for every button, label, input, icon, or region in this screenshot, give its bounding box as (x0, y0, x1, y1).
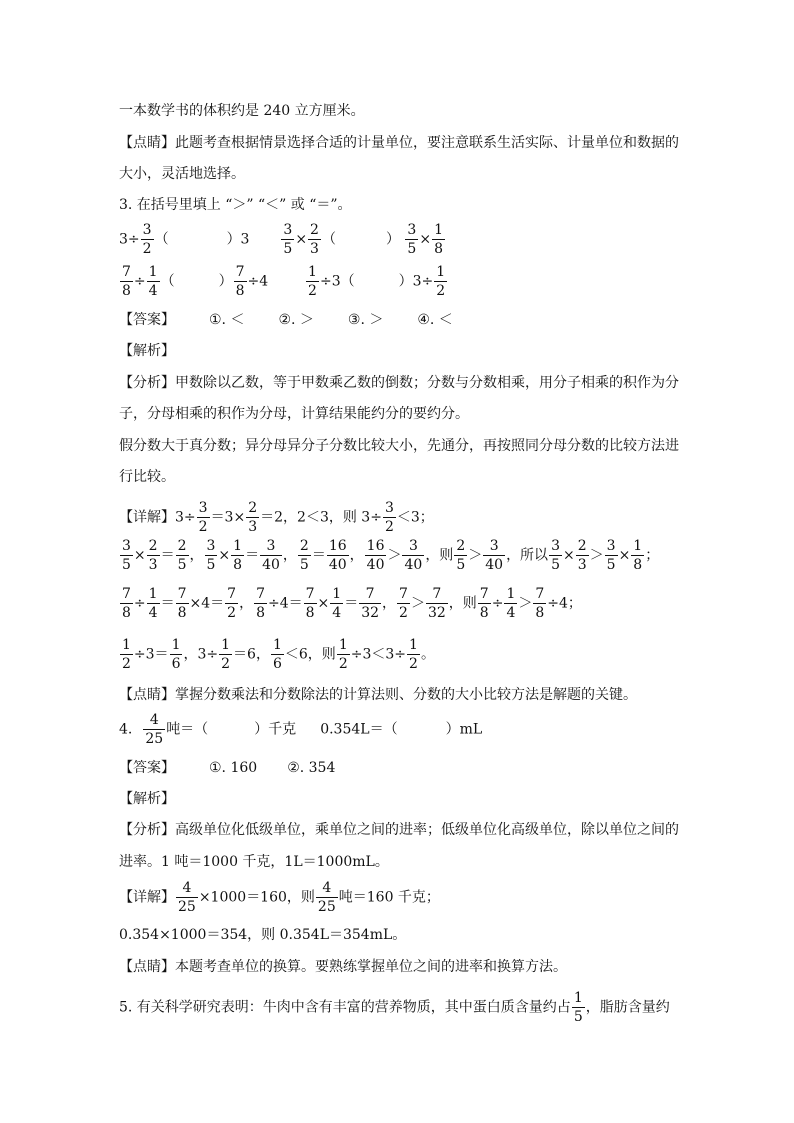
text: ， (189, 547, 204, 564)
fraction: $\frac{2}{3}$ (248, 500, 258, 536)
fraction: $\frac{1}{6}$ (272, 637, 282, 673)
question-4-stem (119, 712, 482, 747)
text: ）千克 (254, 721, 297, 738)
prev-note-line1 (119, 136, 679, 150)
detail-tag: 【详解】 (119, 509, 175, 526)
fraction: $\frac{1}{2}$ (122, 637, 131, 673)
fraction: $\frac{3}{2}$ (142, 222, 152, 258)
q3-fenxi-line4: 行比较。 (119, 469, 175, 485)
question-3-row-1 (119, 222, 446, 257)
text: ）mL (445, 721, 483, 738)
fraction: $\frac{1}{5}$ (573, 990, 583, 1026)
blank-close: ） (218, 273, 233, 290)
q3-note-line (119, 688, 637, 702)
fraction: $\frac{1}{8}$ (233, 538, 243, 574)
text: ，脂肪含量约 (585, 999, 670, 1016)
answer-3: ③. ＞ (347, 312, 384, 328)
text: ， (349, 547, 364, 564)
fraction: $\frac{7}{8}$ (122, 586, 131, 622)
text: 0.354L＝（ (320, 721, 398, 738)
text: ÷4； (547, 595, 582, 612)
note-tag: 【点睛】 (119, 959, 175, 975)
answer-2: ②. 354 (287, 760, 336, 776)
text: 。 (420, 646, 435, 663)
fraction: $\frac{7}{2}$ (399, 586, 408, 622)
fraction: $\frac{3}{40}$ (262, 538, 280, 574)
text: ＜6，则 (284, 646, 336, 663)
text: ＝6， (233, 646, 270, 663)
text: ÷3＝ (133, 646, 169, 663)
note-text: 掌握分数乘法和分数除法的计算法则、分数的大小比较方法是解题的关键。 (175, 687, 637, 703)
text: ÷3＜3÷ (350, 646, 407, 663)
q3-detail-line2: $\frac{3}{5}$ × $\frac{2}{3}$ ＝ $\frac{2}{5}$ ， $\frac{3}{5}$ × $\frac{1}{8}$ ＝ $\frac{3}{40}$ ， $\frac{2}{5}$ ＝ $\frac{16}{40}$ ， $\frac{16}{40}$ ＞ $\frac{3}{40}$ ，则 $\frac{2}{5}$ ＞ $\frac{3}{40}$ ，所以 $\frac{3}{5}$ × $\frac{2}{3}$ ＞ $\frac{3}{5}$ × $\frac{1}{8}$ ； (122, 538, 660, 574)
text: ÷3（ (319, 273, 355, 290)
fraction: $\frac{1}{4}$ (332, 586, 342, 622)
text: ，则 (425, 547, 454, 564)
fraction: $\frac{1}{2}$ (436, 264, 446, 300)
fraction: $\frac{3}{40}$ (404, 538, 423, 574)
note-tag: 【点睛】 (119, 135, 175, 151)
text: 吨＝（ (166, 721, 209, 738)
fraction: $\frac{1}{2}$ (308, 264, 317, 300)
fraction: $\frac{2}{3}$ (148, 538, 158, 574)
text: ＝ (160, 547, 175, 564)
prev-note-line2: 大小，灵活地选择。 (119, 166, 245, 182)
fraction: $\frac{7}{8}$ (305, 586, 315, 622)
fraction: $\frac{2}{5}$ (177, 538, 187, 574)
q4-fenxi-line2: 进率。1 吨＝1000 千克，1L＝1000mL。 (119, 854, 389, 870)
text: ， (382, 595, 397, 612)
note-tag: 【点睛】 (119, 687, 175, 703)
text: ＞ (410, 595, 425, 612)
text: ， (282, 547, 297, 564)
fraction: $\frac{7}{8}$ (256, 586, 265, 622)
question-5-stem (119, 990, 670, 1025)
text: ＞ (387, 547, 402, 564)
text: ＝ (245, 547, 260, 564)
fraction: $\frac{1}{4}$ (506, 586, 516, 622)
answer-tag: 【答案】 (119, 312, 175, 328)
analysis-tag: 【解析】 (119, 343, 175, 359)
text: ×4＝ (189, 595, 225, 612)
text: ＝ (344, 595, 359, 612)
fraction: $\frac{16}{40}$ (366, 538, 385, 574)
q3-fenxi-line3: 假分数大于真分数；异分母异分子分数比较大小，先通分，再按照同分母分数的比较方法进 (119, 438, 679, 454)
q4-note-line (119, 960, 567, 974)
answer-4: ④. ＜ (417, 312, 453, 328)
fraction: $\frac{3}{5}$ (206, 538, 216, 574)
blank-open: （ (154, 231, 169, 248)
answer-tag: 【答案】 (119, 760, 175, 776)
text: 3÷ (119, 231, 140, 248)
fraction: $\frac{1}{4}$ (148, 264, 158, 300)
text: ＞ (468, 547, 483, 564)
fraction: $\frac{3}{5}$ (122, 538, 131, 574)
fraction: $\frac{3}{5}$ (606, 538, 616, 574)
q3-detail-line3: $\frac{7}{8}$ ÷ $\frac{1}{4}$ ＝ $\frac{7}{8}$ ×4＝ $\frac{7}{2}$ ， $\frac{7}{8}$ ÷4＝ $\frac{7}{8}$ × $\frac{1}{4}$ ＝ $\frac{7}{32}$ ， $\frac{7}{2}$ ＞ $\frac{7}{32}$ ，则 $\frac{7}{8}$ ÷ $\frac{1}{4}$ ＞ $\frac{7}{8}$ ÷4； (122, 586, 582, 622)
text: ，3÷ (183, 646, 219, 663)
fraction: $\frac{3}{5}$ (551, 538, 560, 574)
text: ＝ (311, 547, 326, 564)
text: ÷4 (247, 273, 269, 290)
note-text: 此题考查根据情景选择合适的计量单位，要注意联系生活实际、计量单位和数据的 (175, 135, 679, 151)
text: × (295, 231, 308, 248)
text: ＝ (160, 595, 175, 612)
fraction: $\frac{1}{8}$ (633, 538, 643, 574)
text: ； (645, 547, 660, 564)
fraction: $\frac{2}{3}$ (310, 222, 319, 258)
text: ＞ (518, 595, 533, 612)
fraction: $\frac{1}{2}$ (338, 637, 348, 673)
fenxi-tag: 【分析】 (119, 822, 175, 838)
blank-close: ）3 (226, 231, 250, 248)
text: ，所以 (506, 547, 549, 564)
question-number: 4. (119, 721, 133, 738)
fraction: $\frac{16}{40}$ (328, 538, 347, 574)
prev-answer-line: 一本数学书的体积约是 240 立方厘米。 (119, 103, 365, 119)
fraction: $\frac{4}{25}$ (317, 880, 336, 916)
fenxi-tag: 【分析】 (119, 375, 175, 391)
note-text: 本题考查单位的换算。要熟练掌握单位之间的进率和换算方法。 (175, 959, 567, 975)
text: ÷ (133, 273, 146, 290)
fraction: $\frac{3}{5}$ (407, 222, 417, 258)
text: 甲数除以乙数，等于甲数乘乙数的倒数；分数与分数相乘，用分子相乘的积作为分 (175, 375, 679, 391)
fraction: $\frac{3}{2}$ (198, 500, 208, 536)
fraction: $\frac{7}{32}$ (361, 586, 380, 622)
blank-close: ） (385, 231, 400, 248)
fraction: $\frac{1}{8}$ (434, 222, 443, 258)
fraction: $\frac{7}{8}$ (122, 264, 131, 300)
analysis-tag: 【解析】 (119, 791, 175, 807)
fraction: $\frac{7}{8}$ (535, 586, 545, 622)
fraction: $\frac{3}{5}$ (283, 222, 293, 258)
fraction: $\frac{3}{2}$ (384, 500, 394, 536)
fraction: $\frac{2}{5}$ (299, 538, 309, 574)
blank-open: （ (160, 273, 175, 290)
text: ＞ (589, 547, 604, 564)
q3-fenxi-line1 (119, 376, 679, 390)
q4-detail-line2: 0.354×1000＝354，则 0.354L＝354mL。 (119, 927, 407, 943)
q4-fenxi-line1: 【分析】高级单位化低级单位，乘单位之间的进率；低级单位化高级单位，除以单位之间的 (119, 822, 679, 838)
text: ÷4＝ (267, 595, 303, 612)
text: 5. 有关科学研究表明：牛肉中含有丰富的营养物质，其中蛋白质含量约占 (119, 999, 571, 1016)
text: ）3÷ (398, 273, 434, 290)
fraction: $\frac{7}{2}$ (227, 586, 237, 622)
fraction: $\frac{3}{40}$ (485, 538, 504, 574)
fraction: $\frac{7}{8}$ (177, 586, 187, 622)
fraction: $\frac{4}{25}$ (145, 712, 164, 748)
fraction: $\frac{7}{8}$ (479, 586, 489, 622)
q4-detail-line1: 【详解】 $\frac{4}{25}$ ×1000＝160，则 $\frac{4}{25}$ 吨＝160 千克； (119, 880, 440, 916)
q3-fenxi-line2: 子，分母相乘的积作为分母，计算结果能约分的要约分。 (119, 406, 469, 422)
fraction: $\frac{1}{2}$ (409, 637, 418, 673)
text: ， (239, 595, 254, 612)
answer-2: ②. ＞ (278, 312, 314, 328)
fraction: $\frac{1}{2}$ (221, 637, 231, 673)
question-3-answer (119, 313, 453, 327)
blank-open: （ (321, 231, 336, 248)
fraction: $\frac{7}{32}$ (427, 586, 446, 622)
answer-1: ①. 160 (209, 760, 258, 776)
fraction: $\frac{4}{25}$ (178, 880, 196, 916)
answer-1: ①. ＜ (209, 312, 245, 328)
fraction: $\frac{7}{8}$ (235, 264, 245, 300)
q3-detail-line4 (119, 637, 435, 672)
text: × (419, 231, 432, 248)
text: ，则 (448, 595, 477, 612)
q3-detail-line1: 【详解】3÷ $\frac{3}{2}$ ＝3× $\frac{2}{3}$ ＝2，2＜3，则 3÷ $\frac{3}{2}$ ＜3； (119, 500, 434, 536)
fraction: $\frac{2}{3}$ (577, 538, 587, 574)
detail-tag: 【详解】 (119, 889, 175, 906)
question-3-row-2 (119, 264, 448, 299)
fraction: $\frac{1}{6}$ (171, 637, 181, 673)
question-3-stem: 3. 在括号里填上 “＞” “＜” 或 “＝”。 (119, 197, 352, 213)
fraction: $\frac{1}{4}$ (148, 586, 158, 622)
question-4-answer (119, 761, 335, 775)
fraction: $\frac{2}{5}$ (456, 538, 466, 574)
